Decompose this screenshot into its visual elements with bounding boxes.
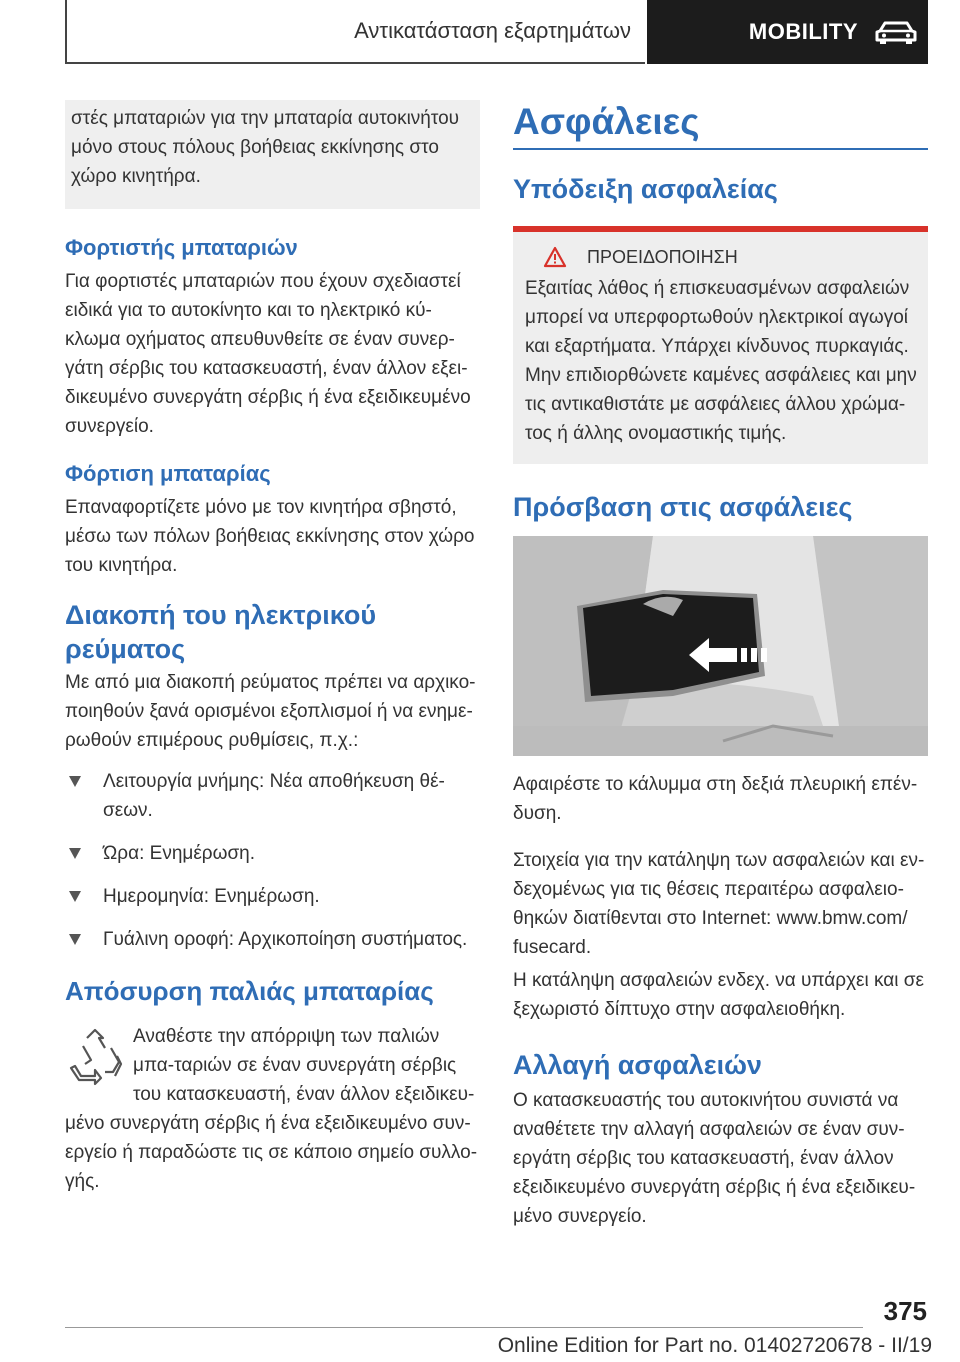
bullet-triangle-icon [69, 848, 81, 859]
intro-box: στές μπαταριών για την μπαταρία αυτοκινήτου μόνο στους πόλους βοήθειας εκκίνησης στο χώρο κινητήρα. [65, 100, 480, 209]
disposal-heading: Απόσυρση παλιάς μπαταρίας [65, 976, 434, 1006]
charging-text: Επαναφορτίζετε μόνο με τον κινητήρα σβηστό, μέσω των πόλων βοήθειας εκκίνησης στον χώρο του κινητήρα. [65, 497, 475, 576]
main-heading: Ασφάλειες [513, 101, 700, 142]
section-title: Αντικατάσταση εξαρτημάτων [65, 0, 645, 64]
warning-text: Εξαιτίας λάθος ή επισκευασμένων ασφαλειών μπορεί να υπερφορτωθούν ηλεκτρικοί αγωγοί και εξαρτήματα. Υπάρχει κίνδυνος πυρκαγιάς. Μην επιδιορθώνετε καμένες ασφάλειες και μην τις αντικαθιστάτε με ασφάλειες άλλου χρώμα-τος ή άλλης ονομαστικής τιμής. [525, 278, 917, 444]
access-text-2: Στοιχεία για την κατάληψη των ασφαλειών και εν-δεχομένως για τις θέσεις περαιτέρω ασφαλειο-θηκών διατίθενται στο Internet: www.bmw.com/ fusecard. [513, 850, 925, 958]
access-heading: Πρόσβαση στις ασφάλειες [513, 492, 853, 522]
outage-list [65, 767, 480, 954]
right-column [513, 100, 928, 1231]
charger-heading: Φορτιστής μπαταριών [65, 235, 298, 260]
chapter-label: MOBILITY [748, 19, 858, 44]
charging-heading: Φόρτιση μπαταρίας [65, 461, 271, 486]
footer-edition: Online Edition for Part no. 01402720678 - II/19 [497, 1334, 932, 1357]
access-text-1: Αφαιρέστε το κάλυμμα στη δεξιά πλευρική επέν-δυση. [513, 774, 918, 824]
change-text: Ο κατασκευαστής του αυτοκινήτου συνιστά να αναθέτετε την αλλαγή ασφαλειών σε έναν συν-εργάτη σέρβις του κατασκευαστή, έναν άλλον εξειδικευμένο συνεργάτη σέρβις ή ένα εξειδικευ-μένο συνεργείο. [513, 1090, 916, 1227]
chapter-tab [647, 0, 928, 64]
recycle-icon [65, 1026, 127, 1088]
outage-text: Με από μια διακοπή ρεύματος πρέπει να αρχικο-ποιηθούν ξανά ορισμένοι εξοπλισμοί ή να ενημε-ρωθούν επιμέρους ρυθμίσεις, π.χ.: [65, 672, 476, 751]
page-header [65, 0, 928, 64]
warning-title: ΠΡΟΕΙΔΟΠΟΙΗΣΗ [587, 246, 738, 267]
safety-heading: Υπόδειξη ασφαλείας [513, 174, 778, 204]
outage-heading: Διακοπή του ηλεκτρικού ρεύματος [65, 600, 377, 664]
list-item: Ώρα: Ενημέρωση. [65, 839, 480, 868]
car-icon [874, 19, 918, 45]
bullet-triangle-icon [69, 934, 81, 945]
disposal-text: Αναθέστε την απόρριψη των παλιών μπα-ταριών σε έναν συνεργάτη σέρβις του κατασκευαστή, έναν άλλον εξειδικευ-μένο συνεργάτη σέρβις ή ένα εξειδικευμένο συν-εργείο ή παραδώστε τις σε κάποιο σημείο συλλο-γής. [65, 1026, 478, 1192]
warning-triangle-icon [543, 246, 567, 268]
warning-box [513, 232, 928, 464]
arrow-left-icon [685, 632, 775, 678]
charger-text: Για φορτιστές μπαταριών που έχουν σχεδιαστεί ειδικά για το αυτοκίνητο και το ηλεκτρικό κύ-κλωμα οχήματος απευθυνθείτε σε έναν συνερ-γάτη σέρβις του κατασκευαστή, έναν άλλον εξει-δικευμένο συνεργάτη σέρβις ή ένα εξειδικευμένο συνεργείο. [65, 271, 471, 437]
bullet-triangle-icon [69, 891, 81, 902]
disposal-block [65, 1022, 480, 1196]
page-number: 375 [883, 1296, 927, 1326]
list-item: Ημερομηνία: Ενημέρωση. [65, 882, 480, 911]
change-heading: Αλλαγή ασφαλειών [513, 1050, 762, 1080]
list-item: Λειτουργία μνήμης: Νέα αποθήκευση θέ-σεων. [65, 767, 480, 825]
list-item: Γυάλινη οροφή: Αρχικοποίηση συστήματος. [65, 925, 480, 954]
fuse-cover-photo [513, 536, 928, 756]
bullet-triangle-icon [69, 776, 81, 787]
footer-rule [65, 1327, 863, 1328]
left-column [65, 100, 480, 1196]
access-text-3: Η κατάληψη ασφαλειών ενδεχ. να υπάρχει και σε ξεχωριστό δίπτυχο στην ασφαλειοθήκη. [513, 970, 924, 1020]
